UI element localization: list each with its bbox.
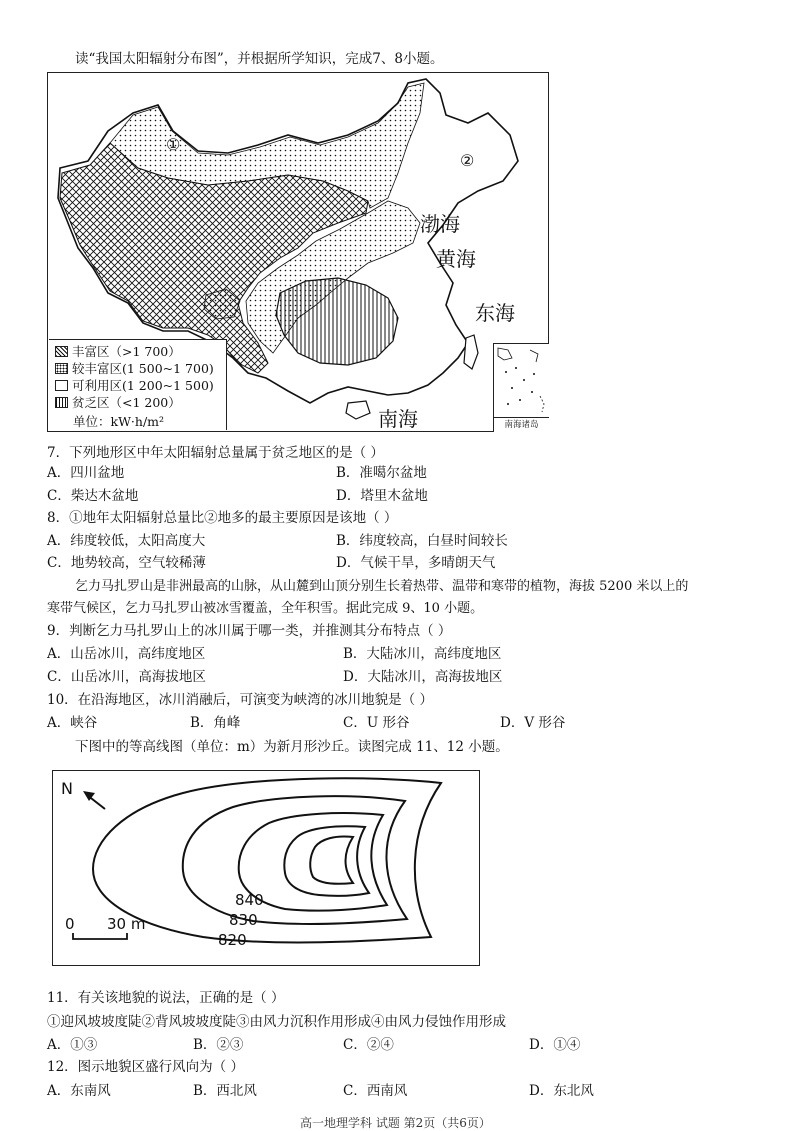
hainan-island — [346, 401, 370, 419]
q8-option-b[interactable]: B．纬度较高，白昼时间较长 — [336, 533, 508, 549]
q7-stem: 7．下列地形区中年太阳辐射总量属于贫乏地区的是（ ） — [47, 445, 384, 461]
q7-option-c[interactable]: C．柴达木盆地 — [47, 488, 139, 504]
contour-label-830: 830 — [229, 911, 258, 929]
q12-option-c[interactable]: C．西南风 — [343, 1083, 408, 1099]
legend-label: 可利用区(1 200~1 500) — [72, 378, 214, 393]
q9-stem: 9．判断乞力马扎罗山上的冰川属于哪一类，并推测其分布特点（ ） — [47, 623, 452, 639]
q11-option-a[interactable]: A．①③ — [47, 1037, 98, 1053]
dune-contour-map — [52, 770, 480, 966]
region-1-label: ① — [166, 135, 181, 154]
q12-option-a[interactable]: A．东南风 — [47, 1083, 111, 1099]
q9-option-b[interactable]: B．大陆冰川，高纬度地区 — [343, 646, 502, 662]
q11-option-b[interactable]: B．②③ — [193, 1037, 244, 1053]
page-footer: 高一地理学科 试题 第2页（共6页） — [300, 1116, 491, 1130]
q10-option-a[interactable]: A．峡谷 — [47, 715, 98, 731]
q10-option-d[interactable]: D．V 形谷 — [500, 715, 566, 731]
q11-stem: 11．有关该地貌的说法，正确的是（ ） — [47, 990, 285, 1006]
vertical-lines-swatch — [55, 397, 68, 408]
contour-label-820: 820 — [218, 931, 247, 949]
q12-option-d[interactable]: D．东北风 — [529, 1083, 594, 1099]
q8-option-c[interactable]: C．地势较高，空气较稀薄 — [47, 555, 206, 571]
inset-label: 南海诸岛 — [494, 417, 549, 432]
q10-option-c[interactable]: C．U 形谷 — [343, 715, 410, 731]
q11-statements: ①迎风坡坡度陡②背风坡坡度陡③由风力沉积作用形成④由风力侵蚀作用形成 — [47, 1014, 506, 1030]
contour-inner-1 — [284, 826, 369, 896]
intro-text-1: 读“我国太阳辐射分布图”，并根据所学知识，完成7、8小题。 — [75, 51, 444, 67]
q7-option-d[interactable]: D．塔里木盆地 — [336, 488, 428, 504]
intro-text-2b: 寒带气候区，乞力马扎罗山被冰雪覆盖，全年积雪。据此完成 9、10 小题。 — [47, 601, 484, 616]
q10-stem: 10．在沿海地区，冰川消融后，可演变为峡湾的冰川地貌是（ ） — [47, 692, 433, 708]
q9-option-d[interactable]: D．大陆冰川，高海拔地区 — [343, 669, 503, 685]
q8-option-d[interactable]: D．气候干旱，多晴朗天气 — [336, 555, 496, 571]
legend-label: 贫乏区（<1 200） — [72, 395, 181, 410]
q7-option-b[interactable]: B．准噶尔盆地 — [336, 465, 427, 481]
blank-swatch — [55, 380, 68, 391]
legend-item-rich — [55, 343, 181, 359]
contour-inner-2 — [310, 836, 353, 883]
nanhai-label: 南海 — [378, 407, 418, 431]
north-label: N — [61, 779, 73, 798]
crosshatch-swatch — [55, 346, 68, 357]
donghai-label: 东海 — [475, 301, 515, 325]
legend-item-usable — [55, 377, 214, 393]
legend-item-relatively-rich — [55, 360, 214, 376]
dots-swatch — [55, 363, 68, 374]
taiwan-island — [464, 335, 478, 369]
q7-option-a[interactable]: A．四川盆地 — [47, 465, 125, 481]
map-legend — [49, 339, 227, 430]
dune-contours-drawing — [53, 771, 481, 967]
scale-bar — [73, 933, 127, 939]
huanghai-label: 黄海 — [436, 247, 476, 271]
south-sea-islands-inset — [493, 343, 549, 432]
scale-zero-label: 0 — [65, 915, 75, 933]
legend-item-poor — [55, 394, 181, 410]
scale-length-label: 30 m — [107, 915, 146, 933]
q11-option-d[interactable]: D．①④ — [529, 1037, 581, 1053]
q8-stem: 8．①地年太阳辐射总量比②地多的最主要原因是该地（ ） — [47, 510, 398, 526]
legend-label: 丰富区（>1 700） — [72, 344, 181, 359]
contour-label-840: 840 — [235, 891, 264, 909]
region-2-label: ② — [460, 151, 475, 170]
intro-text-2a: 乞力马扎罗山是非洲最高的山脉，从山麓到山顶分别生长着热带、温带和寒带的植物，海拔 5200 米以上的 — [75, 579, 689, 594]
q12-option-b[interactable]: B．西北风 — [193, 1083, 257, 1099]
q9-option-c[interactable]: C．山岳冰川，高海拔地区 — [47, 669, 206, 685]
q9-option-a[interactable]: A．山岳冰川，高纬度地区 — [47, 646, 206, 662]
inset-drawing — [494, 344, 548, 418]
legend-unit: 单位：kW·h/m² — [73, 414, 165, 429]
legend-label: 较丰富区(1 500~1 700) — [72, 361, 214, 376]
q12-stem: 12．图示地貌区盛行风向为（ ） — [47, 1059, 244, 1075]
q11-option-c[interactable]: C．②④ — [343, 1037, 394, 1053]
q10-option-b[interactable]: B．角峰 — [190, 715, 241, 731]
q8-option-a[interactable]: A．纬度较低，太阳高度大 — [47, 533, 206, 549]
intro-text-3: 下图中的等高线图（单位：m）为新月形沙丘。读图完成 11、12 小题。 — [75, 739, 509, 755]
bohai-label: 渤海 — [420, 212, 460, 236]
